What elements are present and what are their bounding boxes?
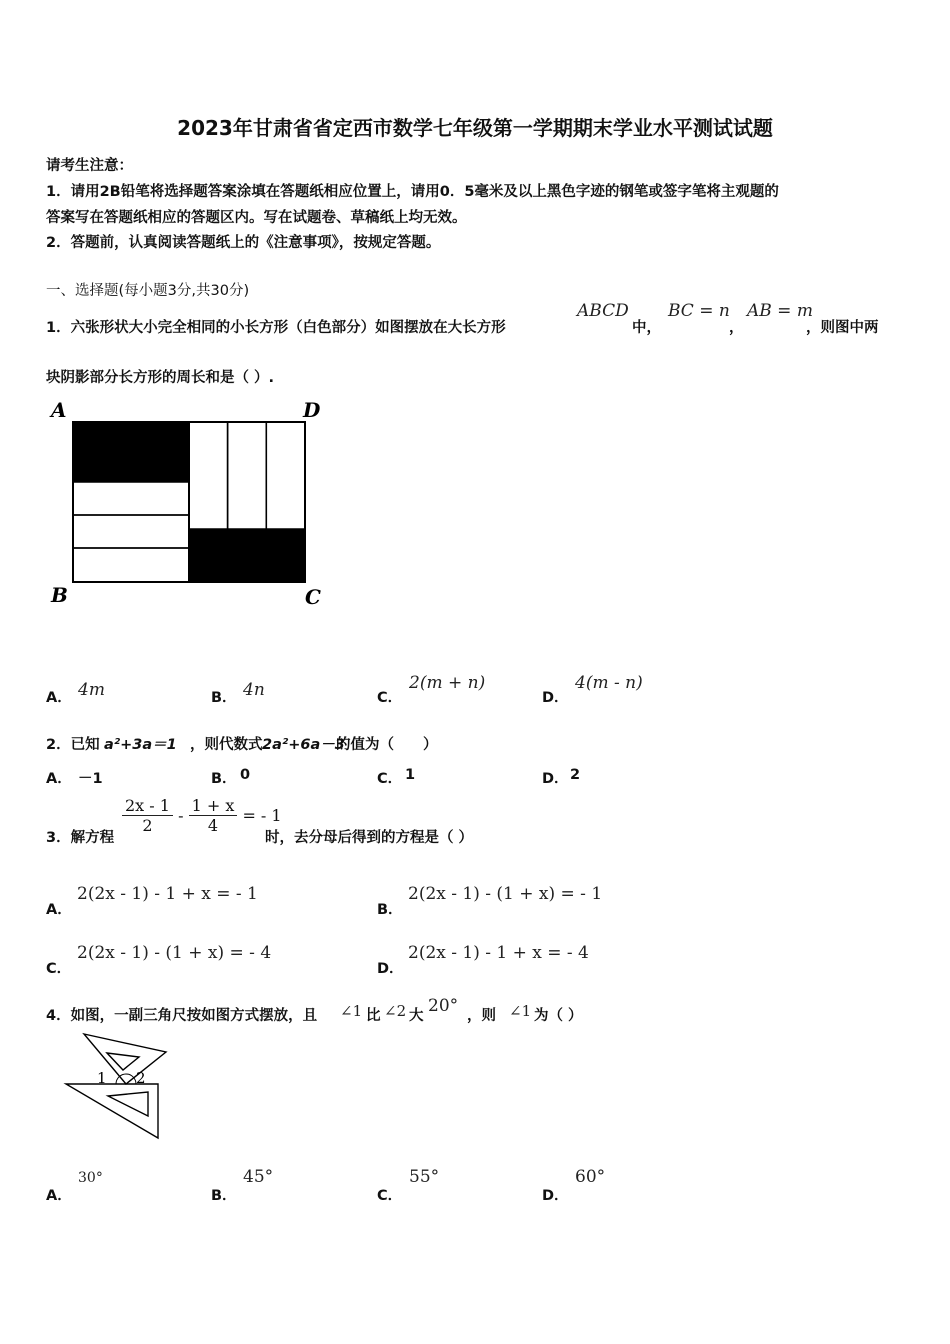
q3-fraction-2 [189,796,238,835]
q2-option-d-label: D． [542,771,569,787]
fig-label-b: B [51,583,68,607]
fig-label-d: D [303,398,321,422]
angle-label-1: 1 [97,1069,107,1087]
q4-option-a-label: A． [46,1188,72,1204]
q4-stem-c: 为（ ） [534,1008,583,1024]
q1-stem-b: ，则图中两 [806,320,879,336]
q4-bi: 比 [366,1008,381,1024]
q3-option-c-label: C． [46,961,72,977]
q1-option-b-value: 4n [243,680,265,700]
q3-equation [122,796,282,835]
q2-stem-b: ，则代数式 [190,737,263,753]
q4-angle-1-again: ∠1 [509,1002,532,1020]
q1-option-a-label: A． [46,690,72,706]
q2-option-c-value: 1 [405,767,416,783]
q4-twenty-degrees: 20° [428,996,459,1016]
fig-label-c: C [305,585,321,609]
q1-comma: ， [729,320,744,336]
notice-line-1: 1．请用2B铅笔将选择题答案涂填在答题纸相应位置上，请用0．5毫米及以上黑色字迹的钢笔或签字笔将主观题的 [46,184,779,200]
q2-option-a-value: －1 [78,771,103,787]
q3-fraction-2-numerator: 1 + x [189,796,238,816]
q4-option-b-value: 45° [243,1167,274,1187]
q3-fraction-2-denominator: 4 [207,816,219,835]
q1-zhong: 中， [632,320,661,336]
q3-option-d-value: 2(2x - 1) - 1 + x = - 4 [408,943,589,963]
q4-option-a-value: 30° [78,1170,103,1186]
q4-option-b-label: B． [211,1188,237,1204]
q2-option-b-value: 0 [240,767,251,783]
q3-fraction-1-denominator: 2 [142,816,153,835]
q2-option-d-value: 2 [570,767,581,783]
q1-stem-c: 块阴影部分长方形的周长和是（ ）. [46,370,275,386]
q4-da: 大 [409,1008,424,1024]
q4-stem-a: 4．如图，一副三角尺按如图方式摆放，且 [46,1008,318,1024]
q2-option-b-label: B． [211,771,237,787]
q1-option-c-value: 2(m + n) [409,673,486,693]
q1-option-a-value: 4m [78,680,105,700]
q3-option-d-label: D． [377,961,404,977]
q2-stem-a: 2．已知 [46,737,100,753]
fig-label-a: A [51,398,67,422]
angle-label-2: 2 [136,1069,146,1087]
q3-option-b-value: 2(2x - 1) - (1 + x) = - 1 [408,884,603,904]
q3-fraction-1 [122,796,173,835]
q3-minus: - [178,806,184,825]
q2-option-c-label: C． [377,771,403,787]
q4-angle-1: ∠1 [340,1002,363,1020]
q4-stem-b: ，则 [467,1008,496,1024]
q1-option-b-label: B． [211,690,237,706]
q4-option-c-value: 55° [409,1167,440,1187]
q3-option-a-label: A． [46,902,72,918]
q1-rect-name: ABCD [577,301,629,321]
q1-rectangle-figure [48,395,333,610]
q1-option-d-label: D． [542,690,569,706]
q1-option-d-value: 4(m - n) [575,673,643,693]
notice-line-2: 答案写在答题纸相应的答题区内。写在试题卷、草稿纸上均无效。 [46,210,467,226]
q2-option-a-label: A． [46,771,72,787]
q4-option-c-label: C． [377,1188,403,1204]
q3-option-a-value: 2(2x - 1) - 1 + x = - 1 [77,884,258,904]
q4-triangles-figure [60,1030,175,1145]
q2-stem-c: 的值为（ ） [336,737,438,753]
q1-option-c-label: C． [377,690,403,706]
q4-option-d-label: D． [542,1188,569,1204]
q2-condition: a²+3a＝1 [104,737,177,753]
q3-stem-a: 3．解方程 [46,830,115,846]
notice-heading: 请考生注意： [46,158,133,174]
q1-stem-a: 1．六张形状大小完全相同的小长方形（白色部分）如图摆放在大长方形 [46,320,506,336]
shaded-rect-top-left [73,422,189,482]
shaded-rect-bottom-right [189,529,305,582]
q1-ab: AB = m [747,301,813,321]
q3-rhs: = - 1 [242,806,282,825]
q4-angle-2: ∠2 [384,1002,407,1020]
q3-fraction-1-numerator: 2x - 1 [122,796,173,816]
section-heading: 一、选择题(每小题3分,共30分) [46,283,250,299]
page-title: 2023年甘肃省省定西市数学七年级第一学期期末学业水平测试试题 [177,116,773,140]
q2-expression: 2a²+6a－3 [262,737,345,753]
q4-option-d-value: 60° [575,1167,606,1187]
q3-option-c-value: 2(2x - 1) - (1 + x) = - 4 [77,943,272,963]
q1-bc: BC = n [668,301,730,321]
q3-stem-b: 时，去分母后得到的方程是（ ） [265,830,474,846]
q3-option-b-label: B． [377,902,403,918]
notice-line-3: 2．答题前，认真阅读答题纸上的《注意事项》，按规定答题。 [46,235,441,251]
